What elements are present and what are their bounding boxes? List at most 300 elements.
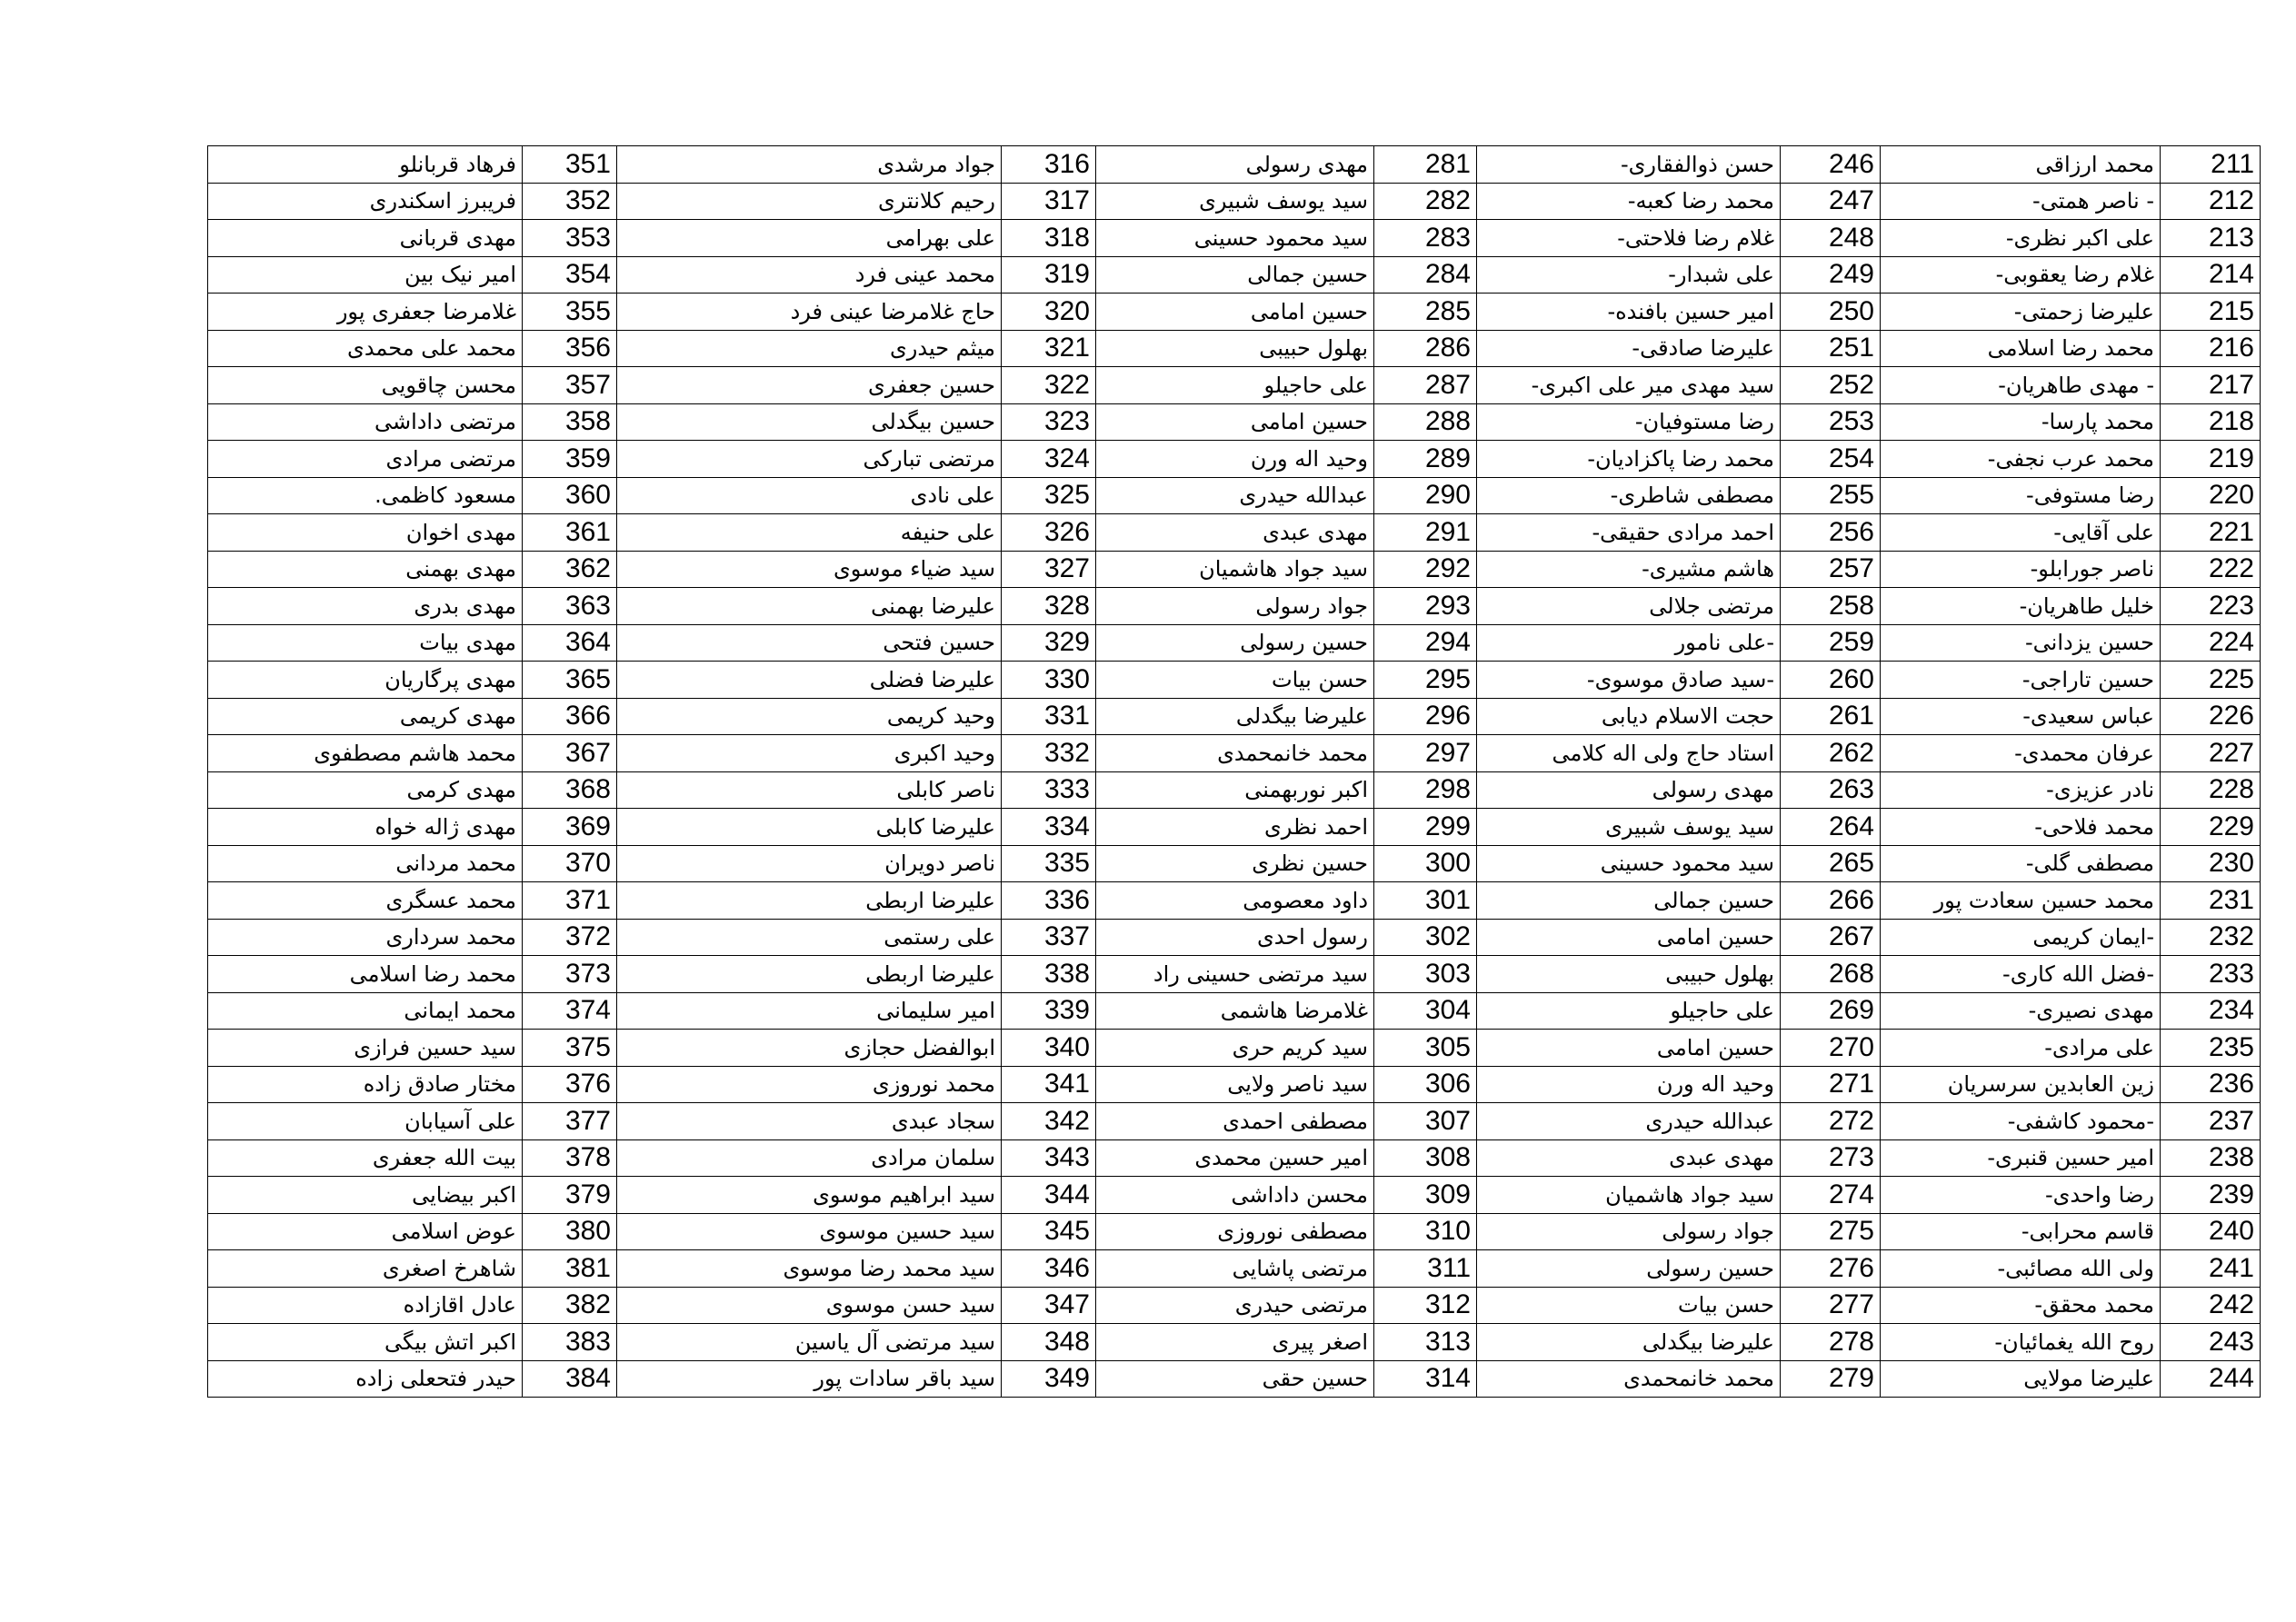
person-name-cell: رحیم کلانتری — [617, 183, 1002, 220]
person-name-cell: حسین یزدانی- — [1881, 624, 2161, 662]
person-name-cell: محسن داداشی — [1096, 1177, 1374, 1214]
person-name-cell: مرتضی پاشایی — [1096, 1250, 1374, 1288]
row-number-cell: 337 — [1002, 919, 1096, 956]
person-name-cell: مهدی رسولی — [1096, 146, 1374, 184]
person-name-cell: محمد پارسا- — [1881, 403, 2161, 441]
person-name-cell: علیرضا اربطی — [617, 882, 1002, 920]
row-number-cell: 363 — [523, 588, 617, 625]
person-name-cell: مرتضی تبارکی — [617, 441, 1002, 478]
table-row — [208, 1066, 2261, 1103]
person-name-cell: مهدی اخوان — [208, 514, 523, 552]
person-name-cell: رضا مستوفیان- — [1477, 403, 1781, 441]
person-name-cell: ابوالفضل حجازی — [617, 1030, 1002, 1067]
row-number-cell: 236 — [2161, 1066, 2261, 1103]
person-name-cell: علی اکبر نظری- — [1881, 220, 2161, 257]
person-name-cell: محمد هاشم مصطفوی — [208, 735, 523, 772]
person-name-cell: جواد رسولی — [1096, 588, 1374, 625]
row-number-cell: 256 — [1781, 514, 1881, 552]
row-number-cell: 272 — [1781, 1103, 1881, 1140]
table-row — [208, 1324, 2261, 1361]
person-name-cell: علیرضا فضلی — [617, 662, 1002, 699]
person-name-cell: بیت الله جعفری — [208, 1139, 523, 1177]
table-row — [208, 477, 2261, 514]
row-number-cell: 281 — [1374, 146, 1477, 184]
person-name-cell: سید یوسف شبیری — [1096, 183, 1374, 220]
person-name-cell: عوض اسلامی — [208, 1213, 523, 1250]
person-name-cell: حسن بیات — [1096, 662, 1374, 699]
person-name-cell: محمد خانمحمدی — [1477, 1360, 1781, 1398]
row-number-cell: 255 — [1781, 477, 1881, 514]
person-name-cell: محمد عسگری — [208, 882, 523, 920]
row-number-cell: 321 — [1002, 330, 1096, 367]
row-number-cell: 284 — [1374, 256, 1477, 294]
person-name-cell: علی نادی — [617, 477, 1002, 514]
person-name-cell: مهدی رسولی — [1477, 771, 1781, 809]
person-name-cell: سجاد عبدی — [617, 1103, 1002, 1140]
table-row — [208, 809, 2261, 846]
table-row — [208, 367, 2261, 404]
row-number-cell: 344 — [1002, 1177, 1096, 1214]
person-name-cell: قاسم محرابی- — [1881, 1213, 2161, 1250]
person-name-cell: جواد رسولی — [1477, 1213, 1781, 1250]
person-name-cell: داود معصومی — [1096, 882, 1374, 920]
person-name-cell: ناصر جورابلو- — [1881, 551, 2161, 588]
row-number-cell: 319 — [1002, 256, 1096, 294]
row-number-cell: 327 — [1002, 551, 1096, 588]
row-number-cell: 248 — [1781, 220, 1881, 257]
table-row — [208, 1103, 2261, 1140]
row-number-cell: 274 — [1781, 1177, 1881, 1214]
row-number-cell: 308 — [1374, 1139, 1477, 1177]
row-number-cell: 361 — [523, 514, 617, 552]
row-number-cell: 293 — [1374, 588, 1477, 625]
person-name-cell: مهدی عبدی — [1477, 1139, 1781, 1177]
table-row — [208, 183, 2261, 220]
person-name-cell: سید حسین فرازی — [208, 1030, 523, 1067]
row-number-cell: 270 — [1781, 1030, 1881, 1067]
person-name-cell: مهدی عبدی — [1096, 514, 1374, 552]
row-number-cell: 211 — [2161, 146, 2261, 184]
person-name-cell: محمد عرب نجفی- — [1881, 441, 2161, 478]
row-number-cell: 348 — [1002, 1324, 1096, 1361]
person-name-cell: حسین رسولی — [1096, 624, 1374, 662]
row-number-cell: 238 — [2161, 1139, 2261, 1177]
roster-table — [207, 145, 2261, 1398]
row-number-cell: 353 — [523, 220, 617, 257]
person-name-cell: وحید اله ورن — [1477, 1066, 1781, 1103]
row-number-cell: 309 — [1374, 1177, 1477, 1214]
person-name-cell: وحید اله ورن — [1096, 441, 1374, 478]
person-name-cell: حسین جمالی — [1096, 256, 1374, 294]
row-number-cell: 314 — [1374, 1360, 1477, 1398]
person-name-cell: محمد رضا پاکزادیان- — [1477, 441, 1781, 478]
row-number-cell: 306 — [1374, 1066, 1477, 1103]
person-name-cell: حسین رسولی — [1477, 1250, 1781, 1288]
person-name-cell: حسن ذوالفقاری- — [1477, 146, 1781, 184]
person-name-cell: علیرضا بیگدلی — [1096, 698, 1374, 735]
row-number-cell: 213 — [2161, 220, 2261, 257]
row-number-cell: 379 — [523, 1177, 617, 1214]
person-name-cell: حسن بیات — [1477, 1287, 1781, 1324]
row-number-cell: 273 — [1781, 1139, 1881, 1177]
table-row — [208, 624, 2261, 662]
row-number-cell: 277 — [1781, 1287, 1881, 1324]
row-number-cell: 226 — [2161, 698, 2261, 735]
row-number-cell: 229 — [2161, 809, 2261, 846]
row-number-cell: 244 — [2161, 1360, 2261, 1398]
person-name-cell: غلام رضا فلاحتی- — [1477, 220, 1781, 257]
row-number-cell: 347 — [1002, 1287, 1096, 1324]
row-number-cell: 253 — [1781, 403, 1881, 441]
person-name-cell: اکبر نوربهمنی — [1096, 771, 1374, 809]
person-name-cell: روح الله یغمائیان- — [1881, 1324, 2161, 1361]
person-name-cell: محمد ایمانی — [208, 992, 523, 1030]
person-name-cell: شاهرخ اصغری — [208, 1250, 523, 1288]
person-name-cell: سید جواد هاشمیان — [1477, 1177, 1781, 1214]
row-number-cell: 340 — [1002, 1030, 1096, 1067]
person-name-cell: علی رستمی — [617, 919, 1002, 956]
person-name-cell: علی حنیفه — [617, 514, 1002, 552]
table-row — [208, 992, 2261, 1030]
row-number-cell: 358 — [523, 403, 617, 441]
row-number-cell: 254 — [1781, 441, 1881, 478]
table-row — [208, 771, 2261, 809]
person-name-cell: ناصر دویران — [617, 845, 1002, 882]
person-name-cell: حجت الاسلام دیابی — [1477, 698, 1781, 735]
row-number-cell: 265 — [1781, 845, 1881, 882]
person-name-cell: امیر حسین بافنده- — [1477, 294, 1781, 331]
row-number-cell: 362 — [523, 551, 617, 588]
person-name-cell: مهدی بهمنی — [208, 551, 523, 588]
row-number-cell: 219 — [2161, 441, 2261, 478]
row-number-cell: 291 — [1374, 514, 1477, 552]
person-name-cell: محسن چاقویی — [208, 367, 523, 404]
row-number-cell: 279 — [1781, 1360, 1881, 1398]
person-name-cell: غلامرضا هاشمی — [1096, 992, 1374, 1030]
row-number-cell: 257 — [1781, 551, 1881, 588]
table-row — [208, 551, 2261, 588]
row-number-cell: 259 — [1781, 624, 1881, 662]
person-name-cell: عبدالله حیدری — [1096, 477, 1374, 514]
row-number-cell: 343 — [1002, 1139, 1096, 1177]
person-name-cell: حسین فتحی — [617, 624, 1002, 662]
person-name-cell: سید ضیاء موسوی — [617, 551, 1002, 588]
row-number-cell: 271 — [1781, 1066, 1881, 1103]
person-name-cell: محمد مردانی — [208, 845, 523, 882]
person-name-cell: علیرضا بهمنی — [617, 588, 1002, 625]
row-number-cell: 373 — [523, 956, 617, 993]
person-name-cell: سید مهدی میر علی اکبری- — [1477, 367, 1781, 404]
person-name-cell: محمد رضا اسلامی — [1881, 330, 2161, 367]
row-number-cell: 220 — [2161, 477, 2261, 514]
row-number-cell: 381 — [523, 1250, 617, 1288]
person-name-cell: مصطفی شاطری- — [1477, 477, 1781, 514]
row-number-cell: 365 — [523, 662, 617, 699]
row-number-cell: 297 — [1374, 735, 1477, 772]
row-number-cell: 326 — [1002, 514, 1096, 552]
row-number-cell: 222 — [2161, 551, 2261, 588]
row-number-cell: 269 — [1781, 992, 1881, 1030]
row-number-cell: 323 — [1002, 403, 1096, 441]
row-number-cell: 325 — [1002, 477, 1096, 514]
row-number-cell: 299 — [1374, 809, 1477, 846]
row-number-cell: 311 — [1374, 1250, 1477, 1288]
row-number-cell: 346 — [1002, 1250, 1096, 1288]
table-row — [208, 220, 2261, 257]
person-name-cell: حسین تاراجی- — [1881, 662, 2161, 699]
table-row — [208, 956, 2261, 993]
row-number-cell: 233 — [2161, 956, 2261, 993]
row-number-cell: 372 — [523, 919, 617, 956]
person-name-cell: محمد حسین سعادت پور — [1881, 882, 2161, 920]
person-name-cell: میثم حیدری — [617, 330, 1002, 367]
row-number-cell: 324 — [1002, 441, 1096, 478]
row-number-cell: 313 — [1374, 1324, 1477, 1361]
row-number-cell: 237 — [2161, 1103, 2261, 1140]
person-name-cell: حسین امامی — [1096, 403, 1374, 441]
row-number-cell: 212 — [2161, 183, 2261, 220]
row-number-cell: 295 — [1374, 662, 1477, 699]
row-number-cell: 288 — [1374, 403, 1477, 441]
row-number-cell: 223 — [2161, 588, 2261, 625]
row-number-cell: 221 — [2161, 514, 2261, 552]
row-number-cell: 225 — [2161, 662, 2261, 699]
person-name-cell: مهدی پرگاریان — [208, 662, 523, 699]
row-number-cell: 214 — [2161, 256, 2261, 294]
person-name-cell: سید مرتضی آل یاسین — [617, 1324, 1002, 1361]
table-row — [208, 698, 2261, 735]
person-name-cell: علیرضا بیگدلی — [1477, 1324, 1781, 1361]
row-number-cell: 290 — [1374, 477, 1477, 514]
person-name-cell: مصطفی گلی- — [1881, 845, 2161, 882]
row-number-cell: 224 — [2161, 624, 2261, 662]
person-name-cell: وحید اکبری — [617, 735, 1002, 772]
row-number-cell: 364 — [523, 624, 617, 662]
person-name-cell: مرتضی جلالی — [1477, 588, 1781, 625]
person-name-cell: -محمود کاشفی- — [1881, 1103, 2161, 1140]
row-number-cell: 303 — [1374, 956, 1477, 993]
table-row — [208, 662, 2261, 699]
roster-body — [208, 146, 2261, 1398]
person-name-cell: رسول احدی — [1096, 919, 1374, 956]
row-number-cell: 275 — [1781, 1213, 1881, 1250]
person-name-cell: -سید صادق موسوی- — [1477, 662, 1781, 699]
person-name-cell: سید ناصر ولایی — [1096, 1066, 1374, 1103]
person-name-cell: محمد عینی فرد — [617, 256, 1002, 294]
person-name-cell: عادل اقازاده — [208, 1287, 523, 1324]
row-number-cell: 287 — [1374, 367, 1477, 404]
row-number-cell: 317 — [1002, 183, 1096, 220]
person-name-cell: علی بهرامی — [617, 220, 1002, 257]
row-number-cell: 382 — [523, 1287, 617, 1324]
row-number-cell: 329 — [1002, 624, 1096, 662]
row-number-cell: 289 — [1374, 441, 1477, 478]
person-name-cell: حسین جمالی — [1477, 882, 1781, 920]
row-number-cell: 239 — [2161, 1177, 2261, 1214]
person-name-cell: - مهدی طاهریان- — [1881, 367, 2161, 404]
row-number-cell: 246 — [1781, 146, 1881, 184]
row-number-cell: 367 — [523, 735, 617, 772]
row-number-cell: 366 — [523, 698, 617, 735]
person-name-cell: حسین بیگدلی — [617, 403, 1002, 441]
person-name-cell: علی آقایی- — [1881, 514, 2161, 552]
table-row — [208, 1177, 2261, 1214]
row-number-cell: 375 — [523, 1030, 617, 1067]
row-number-cell: 251 — [1781, 330, 1881, 367]
person-name-cell: علیرضا مولایی — [1881, 1360, 2161, 1398]
person-name-cell: علی آسیابان — [208, 1103, 523, 1140]
table-row — [208, 146, 2261, 184]
person-name-cell: مصطفی احمدی — [1096, 1103, 1374, 1140]
row-number-cell: 258 — [1781, 588, 1881, 625]
row-number-cell: 338 — [1002, 956, 1096, 993]
row-number-cell: 228 — [2161, 771, 2261, 809]
row-number-cell: 370 — [523, 845, 617, 882]
row-number-cell: 371 — [523, 882, 617, 920]
person-name-cell: عباس سعیدی- — [1881, 698, 2161, 735]
row-number-cell: 318 — [1002, 220, 1096, 257]
table-row — [208, 256, 2261, 294]
row-number-cell: 282 — [1374, 183, 1477, 220]
row-number-cell: 261 — [1781, 698, 1881, 735]
person-name-cell: مسعود کاظمی. — [208, 477, 523, 514]
person-name-cell: ناصر کابلی — [617, 771, 1002, 809]
person-name-cell: محمد سرداری — [208, 919, 523, 956]
person-name-cell: مهدی بدری — [208, 588, 523, 625]
person-name-cell: محمد رضا اسلامی — [208, 956, 523, 993]
table-row — [208, 735, 2261, 772]
person-name-cell: - ناصر همتی- — [1881, 183, 2161, 220]
person-name-cell: غلام رضا یعقوبی- — [1881, 256, 2161, 294]
person-name-cell: استاد حاج ولی اله کلامی — [1477, 735, 1781, 772]
table-row — [208, 588, 2261, 625]
person-name-cell: حسین نظری — [1096, 845, 1374, 882]
person-name-cell: علیرضا زحمتی- — [1881, 294, 2161, 331]
person-name-cell: -ایمان کریمی — [1881, 919, 2161, 956]
row-number-cell: 335 — [1002, 845, 1096, 882]
person-name-cell: سید کریم حری — [1096, 1030, 1374, 1067]
row-number-cell: 322 — [1002, 367, 1096, 404]
row-number-cell: 283 — [1374, 220, 1477, 257]
person-name-cell: خلیل طاهریان- — [1881, 588, 2161, 625]
row-number-cell: 262 — [1781, 735, 1881, 772]
table-row — [208, 294, 2261, 331]
person-name-cell: محمد فلاحی- — [1881, 809, 2161, 846]
row-number-cell: 302 — [1374, 919, 1477, 956]
row-number-cell: 268 — [1781, 956, 1881, 993]
person-name-cell: حسین جعفری — [617, 367, 1002, 404]
row-number-cell: 301 — [1374, 882, 1477, 920]
person-name-cell: محمد رضا کعبه- — [1477, 183, 1781, 220]
row-number-cell: 247 — [1781, 183, 1881, 220]
row-number-cell: 334 — [1002, 809, 1096, 846]
person-name-cell: وحید کریمی — [617, 698, 1002, 735]
person-name-cell: رضا واحدی- — [1881, 1177, 2161, 1214]
row-number-cell: 336 — [1002, 882, 1096, 920]
person-name-cell: سید محمود حسینی — [1096, 220, 1374, 257]
row-number-cell: 235 — [2161, 1030, 2261, 1067]
person-name-cell: سید ابراهیم موسوی — [617, 1177, 1002, 1214]
person-name-cell: مختار صادق زاده — [208, 1066, 523, 1103]
row-number-cell: 296 — [1374, 698, 1477, 735]
row-number-cell: 312 — [1374, 1287, 1477, 1324]
person-name-cell: اصغر پیری — [1096, 1324, 1374, 1361]
person-name-cell: رضا مستوفی- — [1881, 477, 2161, 514]
row-number-cell: 249 — [1781, 256, 1881, 294]
person-name-cell: سید یوسف شبیری — [1477, 809, 1781, 846]
table-row — [208, 1030, 2261, 1067]
person-name-cell: حسین امامی — [1477, 1030, 1781, 1067]
row-number-cell: 230 — [2161, 845, 2261, 882]
row-number-cell: 286 — [1374, 330, 1477, 367]
person-name-cell: حیدر فتحعلی زاده — [208, 1360, 523, 1398]
row-number-cell: 331 — [1002, 698, 1096, 735]
person-name-cell: علی شبدار- — [1477, 256, 1781, 294]
table-row — [208, 441, 2261, 478]
row-number-cell: 285 — [1374, 294, 1477, 331]
row-number-cell: 232 — [2161, 919, 2261, 956]
person-name-cell: -علی نامور — [1477, 624, 1781, 662]
row-number-cell: 227 — [2161, 735, 2261, 772]
person-name-cell: امیر نیک بین — [208, 256, 523, 294]
person-name-cell: مصطفی نوروزی — [1096, 1213, 1374, 1250]
person-name-cell: مهدی کرمی — [208, 771, 523, 809]
row-number-cell: 345 — [1002, 1213, 1096, 1250]
table-row — [208, 919, 2261, 956]
row-number-cell: 231 — [2161, 882, 2261, 920]
person-name-cell: سید باقر سادات پور — [617, 1360, 1002, 1398]
row-number-cell: 267 — [1781, 919, 1881, 956]
row-number-cell: 369 — [523, 809, 617, 846]
row-number-cell: 215 — [2161, 294, 2261, 331]
person-name-cell: حسین امامی — [1096, 294, 1374, 331]
table-row — [208, 330, 2261, 367]
row-number-cell: 316 — [1002, 146, 1096, 184]
person-name-cell: مرتضی حیدری — [1096, 1287, 1374, 1324]
person-name-cell: مرتضی مرادی — [208, 441, 523, 478]
person-name-cell: زین العابدین سرسریان — [1881, 1066, 2161, 1103]
row-number-cell: 252 — [1781, 367, 1881, 404]
person-name-cell: علیرضا کابلی — [617, 809, 1002, 846]
row-number-cell: 240 — [2161, 1213, 2261, 1250]
person-name-cell: -فضل الله کاری- — [1881, 956, 2161, 993]
row-number-cell: 330 — [1002, 662, 1096, 699]
table-row — [208, 1287, 2261, 1324]
row-number-cell: 351 — [523, 146, 617, 184]
row-number-cell: 377 — [523, 1103, 617, 1140]
person-name-cell: علیرضا صادقی- — [1477, 330, 1781, 367]
person-name-cell: محمد محقق- — [1881, 1287, 2161, 1324]
person-name-cell: علیرضا اربطی — [617, 956, 1002, 993]
row-number-cell: 376 — [523, 1066, 617, 1103]
person-name-cell: ولی الله مصائبی- — [1881, 1250, 2161, 1288]
person-name-cell: اکبر بیضایی — [208, 1177, 523, 1214]
row-number-cell: 242 — [2161, 1287, 2261, 1324]
person-name-cell: سید حسین موسوی — [617, 1213, 1002, 1250]
row-number-cell: 298 — [1374, 771, 1477, 809]
row-number-cell: 264 — [1781, 809, 1881, 846]
row-number-cell: 383 — [523, 1324, 617, 1361]
person-name-cell: مرتضی داداشی — [208, 403, 523, 441]
person-name-cell: علی مرادی- — [1881, 1030, 2161, 1067]
person-name-cell: احمد نظری — [1096, 809, 1374, 846]
row-number-cell: 263 — [1781, 771, 1881, 809]
person-name-cell: محمد ارزاقی — [1881, 146, 2161, 184]
row-number-cell: 216 — [2161, 330, 2261, 367]
row-number-cell: 276 — [1781, 1250, 1881, 1288]
person-name-cell: سید جواد هاشمیان — [1096, 551, 1374, 588]
table-row — [208, 1139, 2261, 1177]
